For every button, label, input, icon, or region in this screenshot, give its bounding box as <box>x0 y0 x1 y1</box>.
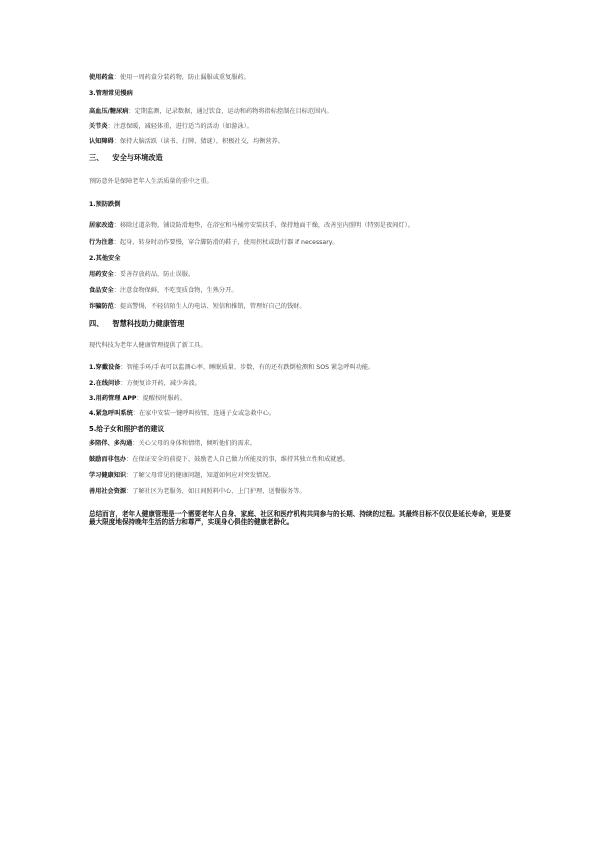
section-heading-safety: 三、 安全与环境改造 <box>89 153 163 162</box>
item-companionship: 多陪伴、多沟通：关心父母的身体和情绪，倾听他们的需求。 <box>89 440 257 447</box>
conclusion-paragraph: 总结而言，老年人健康管理是一个需要老年人自身、家庭、社区和医疗机构共同参与的长期、持续的过程。其最终目标不仅仅是延长寿命，更是要最大限度地保持晚年生活的活力和尊严，实现身心俱佳的健康老龄化。 <box>89 510 511 526</box>
item-wearables: 1.穿戴设备：智能手环/手表可以监测心率、睡眠质量、步数，有的还有跌倒检测和 SOS 紧急呼叫功能。 <box>89 364 375 371</box>
item-home-mod: 居家改造：移除过道杂物，铺设防滑地垫，在浴室和马桶旁安装扶手，保持地面干燥，改善室内照明（特别是夜间灯）。 <box>89 222 414 229</box>
item-cognitive: 认知障碍：保持大脑活跃（读书、打牌、猜谜），积极社交，均衡营养。 <box>89 138 284 145</box>
item-behavior: 行为注意：起身、转身时动作要慢，穿合脚防滑的鞋子，使用拐杖或助行器 if necessary。 <box>89 239 339 246</box>
item-med-safety: 用药安全：妥善存放药品，防止误服。 <box>89 271 195 278</box>
item-fraud: 诈骗防范：提高警惕，不轻信陌生人的电话、短信和推销，管理好自己的钱财。 <box>89 303 306 310</box>
item-food-safety: 食品安全：注意食物保鲜，不吃变质食物，生熟分开。 <box>89 287 238 294</box>
item-med-app: 3.用药管理 APP：提醒按时服药。 <box>89 395 186 402</box>
subheading-other-safety: 2.其他安全 <box>89 255 121 262</box>
section-intro-safety: 预防意外是保障老年人生活质量的重中之重。 <box>89 178 213 185</box>
subheading-chronic: 3.管理常见慢病 <box>89 90 133 97</box>
item-online-consult: 2.在线问诊：方便复诊开药，减少奔波。 <box>89 380 201 387</box>
section-heading-tech: 四、 智慧科技助力健康管理 <box>89 319 185 328</box>
item-encourage: 鼓励而非包办：在保证安全的前提下，鼓励老人自己做力所能及的事，维持其独立性和成就感。 <box>89 456 349 463</box>
item-hypertension: 高血压/糖尿病：定期监测，记录数据，通过饮食、运动和药物将指标控制在目标范围内。 <box>89 108 333 115</box>
item-emergency: 4.紧急呼叫系统：在家中安装一键呼叫按钮，连通子女或急救中心。 <box>89 410 276 417</box>
item-pillbox: 使用药盒：使用一周药盒分装药物，防止漏服或重复服药。 <box>89 74 250 81</box>
section-intro-tech: 现代科技为老年人健康管理提供了新工具。 <box>89 342 207 349</box>
subheading-falls: 1.预防跌倒 <box>89 201 121 208</box>
item-resources: 善用社会资源：了解社区为老服务，如日间照料中心、上门护理、送餐服务等。 <box>89 488 306 495</box>
item-arthritis: 关节炎：注意保暖，减轻体重，进行适当的活动（如游泳）。 <box>89 123 253 130</box>
subheading-caregivers: 5.给子女和照护者的建议 <box>89 425 165 433</box>
item-learn: 学习健康知识：了解父母常见的健康问题，知道如何应对突发情况。 <box>89 472 275 479</box>
